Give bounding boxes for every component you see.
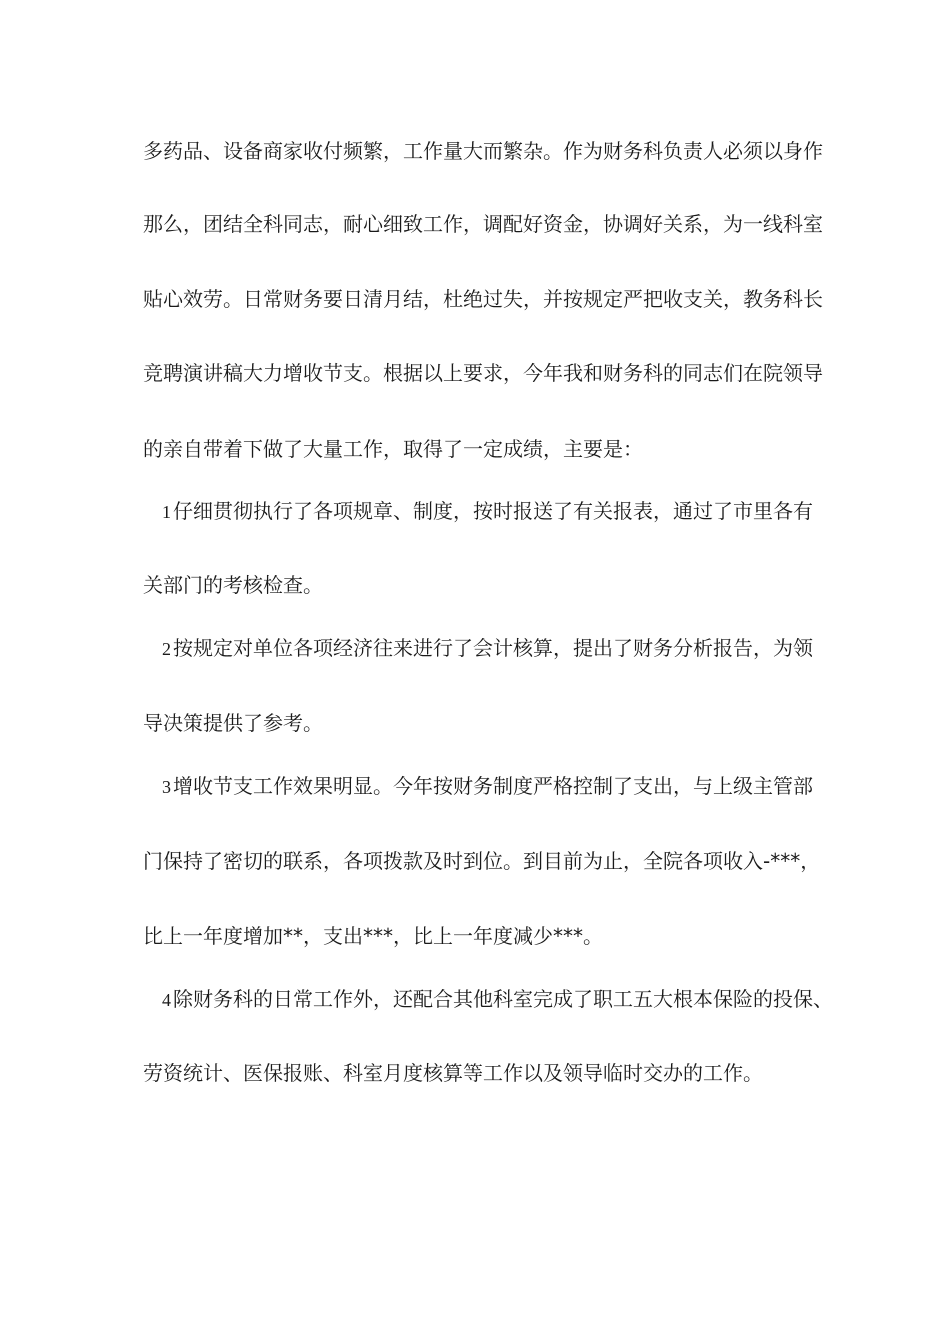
paragraph-line: 贴心效劳。日常财务要日清月结，杜绝过失，并按规定严把收支关，教务科长 (143, 287, 823, 311)
paragraph-line: 那么，团结全科同志，耐心细致工作，调配好资金，协调好关系，为一线科室 (143, 212, 823, 236)
list-item (162, 771, 812, 801)
list-item-continuation: 门保持了密切的联系，各项拨款及时到位。到目前为止，全院各项收入-***， (143, 849, 821, 873)
list-item-continuation: 关部门的考核检查。 (143, 573, 323, 597)
list-item (162, 633, 812, 663)
list-item-text: 除财务科的日常工作外，还配合其他科室完成了职工五大根本保险的投保、 (173, 987, 833, 1011)
paragraph-line: 多药品、设备商家收付频繁，工作量大而繁杂。作为财务科负责人必须以身作 (143, 139, 823, 163)
list-item-number: 2 (162, 639, 171, 659)
list-item (162, 496, 812, 526)
list-item-continuation: 比上一年度增加**，支出***，比上一年度减少***。 (143, 924, 603, 948)
list-item-text: 增收节支工作效果明显。今年按财务制度严格控制了支出，与上级主管部 (173, 774, 813, 798)
list-item-number: 3 (162, 777, 171, 797)
list-item-continuation: 导决策提供了参考。 (143, 711, 323, 735)
list-item-number: 4 (162, 990, 171, 1010)
list-item (162, 984, 833, 1014)
list-item-continuation: 劳资统计、医保报账、科室月度核算等工作以及领导临时交办的工作。 (143, 1061, 763, 1085)
list-item-text: 仔细贯彻执行了各项规章、制度，按时报送了有关报表，通过了市里各有 (173, 499, 813, 523)
paragraph-line: 竞聘演讲稿大力增收节支。根据以上要求，今年我和财务科的同志们在院领导 (143, 361, 823, 385)
list-item-number: 1 (162, 502, 171, 522)
paragraph-line: 的亲自带着下做了大量工作，取得了一定成绩，主要是： (143, 437, 643, 461)
list-item-text: 按规定对单位各项经济往来进行了会计核算，提出了财务分析报告，为领 (173, 636, 813, 660)
